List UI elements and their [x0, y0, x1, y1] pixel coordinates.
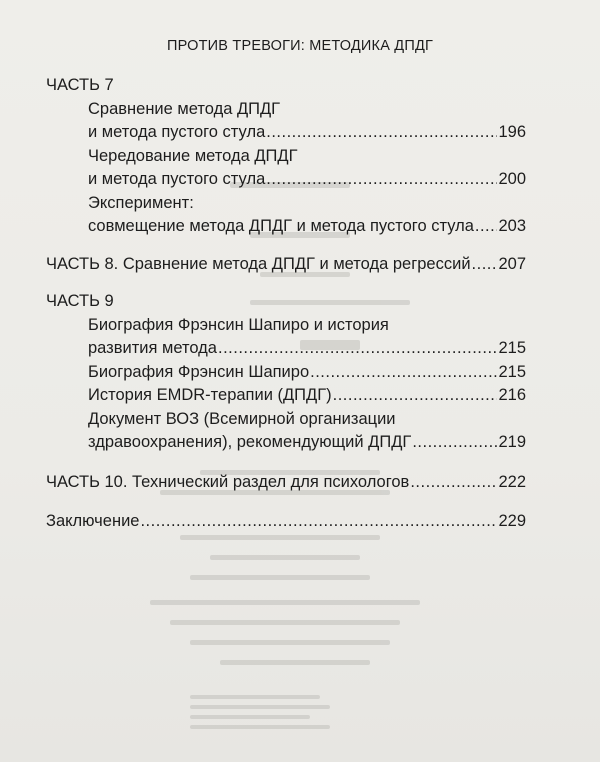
- part-9-heading: ЧАСТЬ 9: [46, 292, 114, 310]
- dot-leader: [410, 471, 497, 495]
- dot-leader: [475, 215, 498, 239]
- toc-entry: [88, 431, 526, 455]
- page-number: 219: [498, 433, 526, 451]
- running-head: ПРОТИВ ТРЕВОГИ: МЕТОДИКА ДПДГ: [166, 38, 434, 54]
- dot-leader: [333, 384, 498, 408]
- toc-entry: [88, 121, 526, 145]
- toc-entry: [88, 361, 526, 385]
- toc-entry-line: Сравнение метода ДПДГ: [88, 99, 281, 118]
- conclusion-heading: Заключение: [46, 512, 140, 530]
- page-number: 216: [498, 386, 526, 404]
- page-number: 222: [498, 472, 526, 491]
- dot-leader: [412, 431, 497, 455]
- page-number: 215: [498, 362, 526, 381]
- dot-leader: [472, 253, 498, 277]
- toc-entry-title: развития метода: [88, 339, 217, 357]
- part-8-entry: [46, 253, 526, 277]
- toc-entry-line: Биография Фрэнсин Шапиро и история: [88, 315, 389, 334]
- table-of-contents: [46, 74, 526, 534]
- toc-entry-title: История EMDR-терапии (ДПДГ): [88, 386, 332, 404]
- conclusion-entry: [46, 510, 526, 534]
- toc-entry-title: здравоохранения), рекомендующий ДПДГ: [88, 433, 412, 451]
- toc-entry-title: и метода пустого стула: [88, 170, 266, 188]
- page-number: 215: [498, 339, 526, 357]
- dot-leader: [310, 361, 497, 385]
- toc-entry: [88, 337, 526, 361]
- toc-entry-title: и метода пустого стула: [88, 123, 266, 141]
- part-10-entry: [46, 471, 526, 495]
- page-number: 200: [498, 170, 526, 188]
- page-number: 203: [498, 217, 526, 235]
- part-10-heading: ЧАСТЬ 10. Технический раздел для психологов: [46, 472, 410, 491]
- toc-entry: [88, 168, 526, 192]
- toc-entry-line: Чередование метода ДПДГ: [88, 146, 298, 165]
- page-number: 229: [498, 512, 526, 530]
- page-number: 207: [498, 254, 526, 273]
- toc-entry-line: Документ ВОЗ (Всемирной организации: [88, 409, 396, 428]
- toc-entry-title: совмещение метода ДПДГ и метода пустого стула: [88, 217, 474, 235]
- toc-entry: [88, 215, 526, 239]
- dot-leader: [218, 337, 497, 361]
- dot-leader: [140, 510, 497, 534]
- part-7-heading: ЧАСТЬ 7: [46, 76, 114, 94]
- dot-leader: [266, 121, 497, 145]
- toc-entry-line: Эксперимент:: [88, 193, 194, 212]
- dot-leader: [266, 168, 497, 192]
- toc-entry-title: Биография Фрэнсин Шапиро: [88, 362, 310, 381]
- part-8-heading: ЧАСТЬ 8. Сравнение метода ДПДГ и метода регрессий: [46, 254, 471, 273]
- page-number: 196: [498, 123, 526, 141]
- toc-entry: [88, 384, 526, 408]
